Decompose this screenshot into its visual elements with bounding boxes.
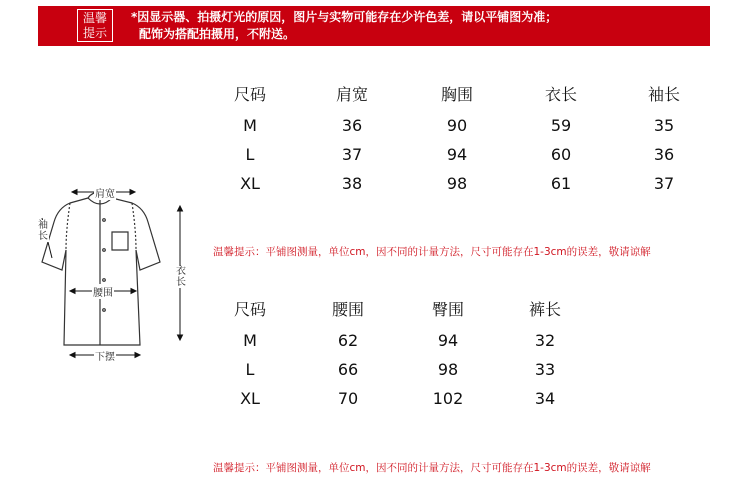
label-shoulder: 肩宽: [94, 185, 116, 200]
cell-length: 61: [550, 174, 572, 193]
notice-tag-line2: 提示: [82, 26, 107, 40]
cell-hip: 98: [437, 360, 459, 379]
notice-line-2: 配饰为搭配拍摄用，不附送。: [139, 27, 296, 41]
cell-hip: 102: [432, 389, 464, 408]
label-sleeve: 袖长: [38, 220, 48, 242]
header-length: 衣长: [544, 85, 577, 104]
cell-pants-length: 34: [534, 389, 556, 408]
cell-length: 59: [550, 116, 572, 135]
cell-hip: 94: [437, 331, 459, 350]
notice-tag-line1: 温馨: [82, 11, 107, 25]
notice-line-1: *因显示器、拍摄灯光的原因，图片与实物可能存在少许色差，请以平铺图为准；: [131, 10, 558, 24]
cell-pants-length: 32: [534, 331, 556, 350]
header-shoulder: 肩宽: [335, 85, 368, 104]
cell-waist: 62: [337, 331, 359, 350]
header-size: 尺码: [233, 300, 266, 319]
cell-shoulder: 37: [341, 145, 363, 164]
cell-size: L: [245, 145, 255, 164]
header-chest: 胸围: [440, 85, 473, 104]
cell-sleeve: 35: [653, 116, 675, 135]
notice-text: [131, 9, 557, 43]
cell-length: 60: [550, 145, 572, 164]
cell-size: M: [243, 116, 257, 135]
notice-banner: [38, 6, 710, 46]
top-size-table: [0, 82, 750, 202]
cell-shoulder: 36: [341, 116, 363, 135]
cell-pants-length: 33: [534, 360, 556, 379]
label-length: 衣长: [176, 266, 186, 288]
cell-size: M: [243, 331, 257, 350]
cell-chest: 90: [446, 116, 468, 135]
cell-shoulder: 38: [341, 174, 363, 193]
header-size: 尺码: [233, 85, 266, 104]
header-pants-length: 裤长: [528, 300, 561, 319]
measurement-note: 温馨提示：平铺图测量，单位cm，因不同的计量方法，尺寸可能存在1-3cm的误差，敬请谅解: [213, 462, 651, 474]
cell-chest: 98: [446, 174, 468, 193]
bottom-size-table: [0, 297, 750, 417]
header-hip: 臀围: [431, 300, 464, 319]
cell-sleeve: 36: [653, 145, 675, 164]
header-sleeve: 袖长: [647, 85, 680, 104]
label-hem: 下摆: [94, 348, 116, 363]
cell-size: L: [245, 360, 255, 379]
cell-chest: 94: [446, 145, 468, 164]
label-waist: 腰围: [92, 284, 114, 299]
measurement-note: 温馨提示：平铺图测量，单位cm，因不同的计量方法，尺寸可能存在1-3cm的误差，敬请谅解: [213, 246, 651, 258]
cell-sleeve: 37: [653, 174, 675, 193]
header-waist: 腰围: [331, 300, 364, 319]
cell-waist: 66: [337, 360, 359, 379]
cell-waist: 70: [337, 389, 359, 408]
cell-size: XL: [240, 389, 260, 408]
cell-size: XL: [240, 174, 260, 193]
notice-tag: [77, 9, 113, 42]
